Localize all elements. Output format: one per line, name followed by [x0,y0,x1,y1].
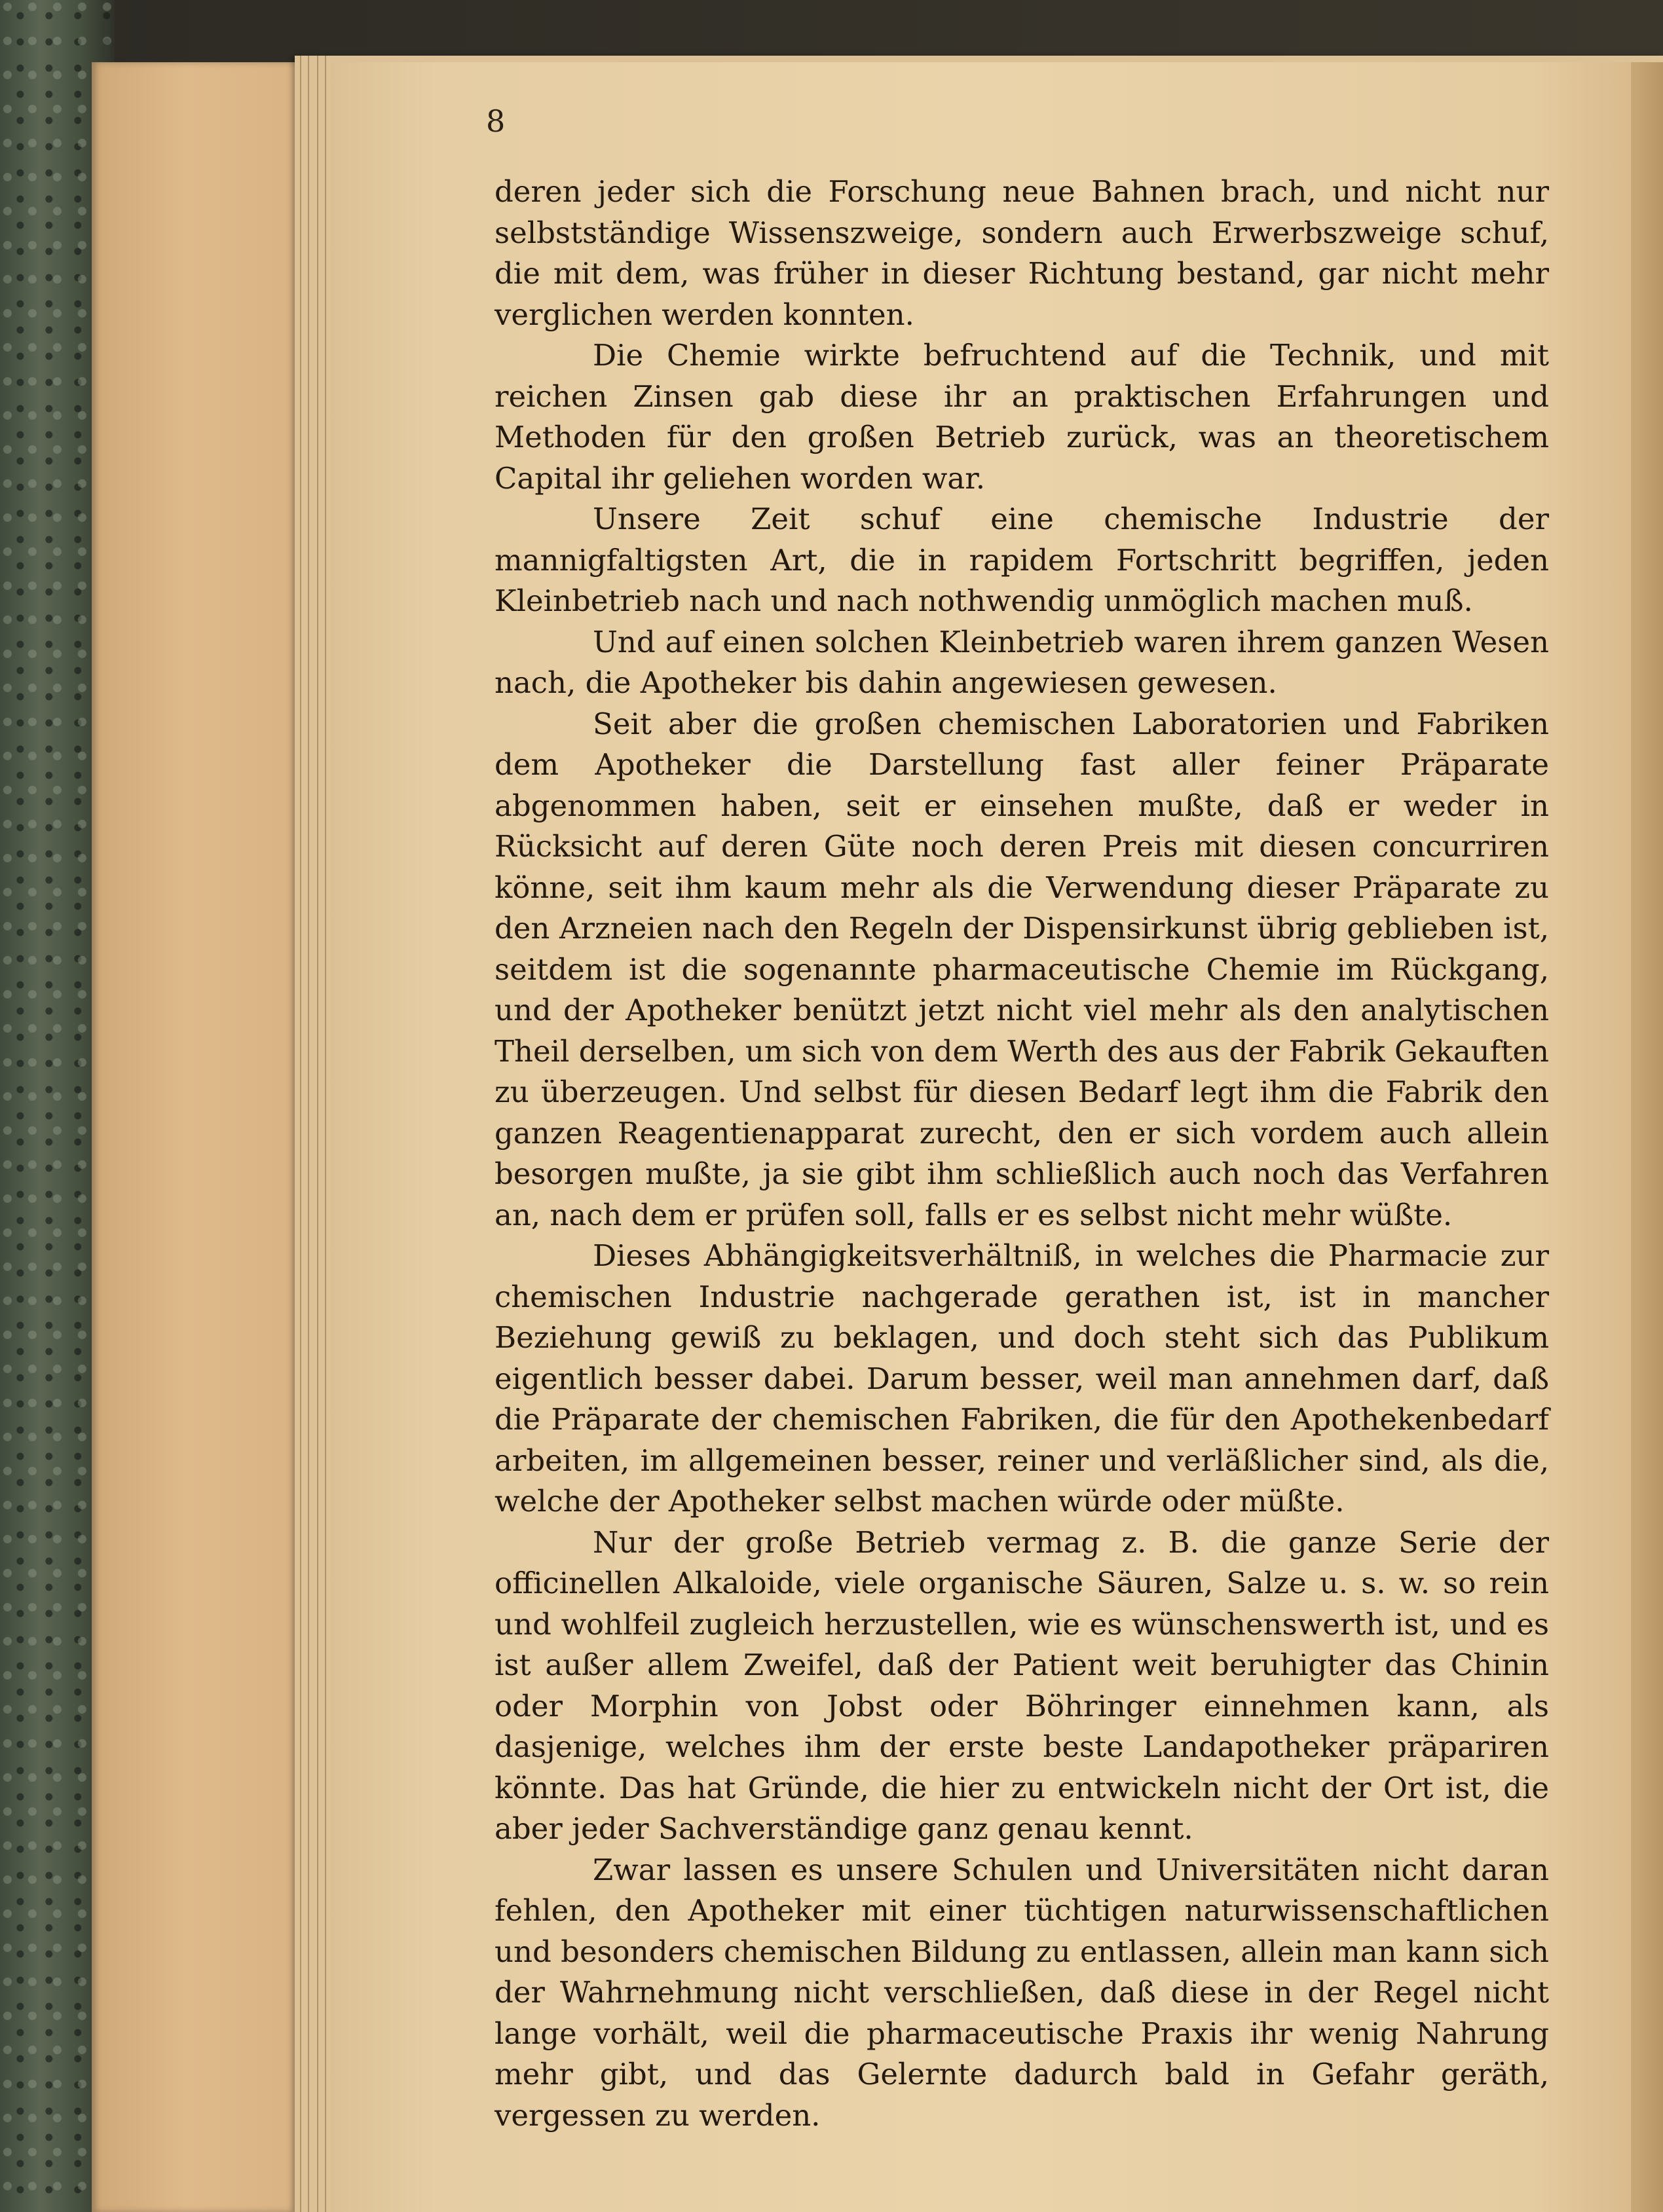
paragraph: Dieses Abhängigkeitsverhältniß, in welches die Pharmacie zur chemischen Industrie nachgerade gerathen ist, ist in mancher Beziehung gewiß zu beklagen, und doch steht sich das Publikum eigentlich besser dabei. Darum besser, weil man annehmen darf, daß die Präparate der chemischen Fabriken, die für den Apothekenbedarf arbeiten, im allgemeinen besser, reiner und verläßlicher sind, als die, welche der Apotheker selbst machen würde oder müßte. [495,1238,1549,1519]
page-edge-line [317,56,318,2212]
paragraph: Und auf einen solchen Kleinbetrieb waren ihrem ganzen Wesen nach, die Apotheker bis dahin angewiesen gewesen. [495,624,1549,700]
paragraph: Unsere Zeit schuf eine chemische Industrie der mannigfaltigsten Art, die in rapidem Fortschritt begriffen, jeden Kleinbetrieb nach und nach nothwendig unmöglich machen muß. [495,502,1549,618]
paragraph: Nur der große Betrieb vermag z. B. die ganze Serie der officinellen Alkaloide, viele organische Säuren, Salze u. s. w. so rein und wohlfeil zugleich herzustellen, wie es wünschenswerth ist, und es ist außer allem Zweifel, daß der Patient weit beruhigter das Chinin oder Morphin von Jobst oder Böhringer einnehmen kann, als dasjenige, welches ihm der erste beste Landapotheker präpariren könnte. Das hat Gründe, die hier zu entwickeln nicht der Ort ist, die aber jeder Sachverständige ganz genau kennt. [495,1524,1549,1846]
page-edge-line [300,56,301,2212]
paragraph: Die Chemie wirkte befruchtend auf die Technik, und mit reichen Zinsen gab diese ihr an praktischen Erfahrungen und Methoden für den großen Betrieb zurück, was an theoretischem Capital ihr geliehen worden war. [495,338,1549,496]
body-text [495,172,1549,2136]
page-number: 8 [486,103,506,139]
paragraph: deren jeder sich die Forschung neue Bahnen brach, und nicht nur selbstständige Wissenszweige, sondern auch Erwerbszweige schuf, die mit dem, was früher in dieser Richtung bestand, gar nicht mehr verglichen werden konnten. [495,174,1549,332]
paragraph: Seit aber die großen chemischen Laboratorien und Fabriken dem Apotheker die Darstellung fast aller feiner Präparate abgenommen haben, seit er einsehen mußte, daß er weder in Rücksicht auf deren Güte noch deren Preis mit diesen concurriren könne, seit ihm kaum mehr als die Verwendung dieser Präparate zu den Arzneien nach den Regeln der Dispensirkunst übrig geblieben ist, seitdem ist die sogenannte pharmaceutische Chemie im Rückgang, und der Apotheker benützt jetzt nicht viel mehr als den analytischen Theil derselben, um sich von dem Werth des aus der Fabrik Gekauften zu überzeugen. Und selbst für diesen Bedarf legt ihm die Fabrik den ganzen Reagentienapparat zurecht, den er sich vordem auch allein besorgen mußte, ja sie gibt ihm schließlich auch noch das Verfahren an, nach dem er prüfen soll, falls er es selbst nicht mehr wüßte. [495,706,1549,1232]
inner-cover-board [92,62,327,2212]
paragraph: Zwar lassen es unsere Schulen und Universitäten nicht daran fehlen, den Apotheker mit einer tüchtigen naturwissenschaftlichen und besonders chemischen Bildung zu entlassen, allein man kann sich der Wahrnehmung nicht verschließen, daß diese in der Regel nicht lange vorhält, weil die pharmaceutische Praxis ihr wenig Nahrung mehr gibt, und das Gelernte dadurch bald in Gefahr geräth, vergessen zu werden. [495,1852,1549,2133]
page-right-edge [1631,62,1663,2212]
page-edge-line [325,56,326,2212]
page-edge-line [308,56,309,2212]
